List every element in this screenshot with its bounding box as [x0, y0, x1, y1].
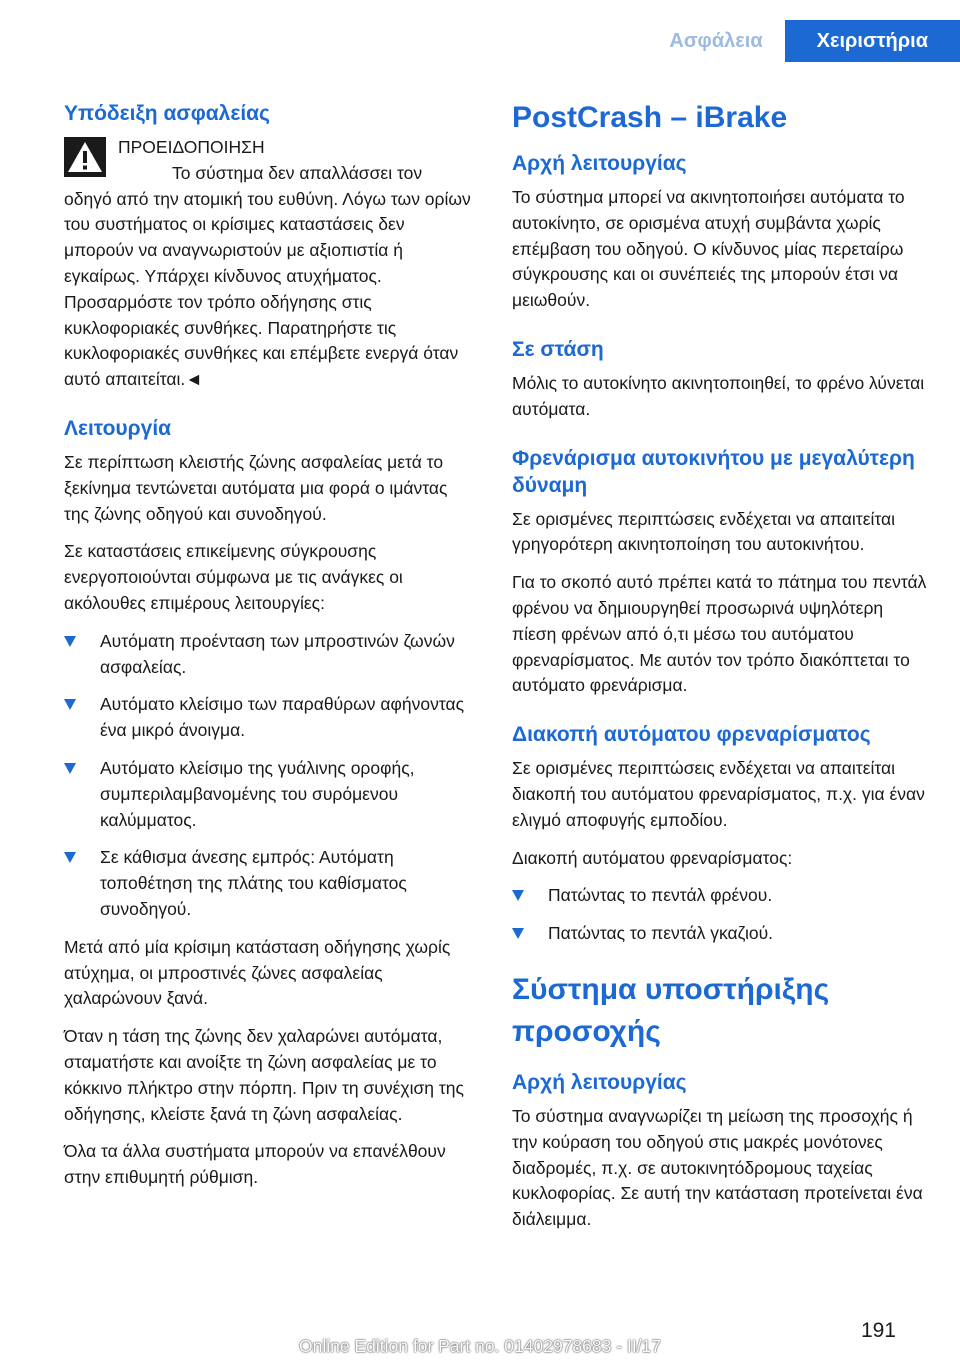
list-item: Πατώντας το πεντάλ φρένου.: [512, 883, 928, 909]
postcrash-title: PostCrash – iBrake: [512, 101, 788, 134]
right-column: [512, 100, 928, 1245]
interrupt-heading: Διακοπή αυτόματου φρεναρίσματος: [512, 723, 871, 747]
list-item: Αυτόματη προένταση των μπροστινών ζωνών ασφαλείας.: [64, 629, 474, 681]
standstill-text: Μόλις το αυτοκίνητο ακινητοποιηθεί, το φρένο λύνεται αυτόματα.: [512, 372, 925, 419]
attention-principle-heading: Αρχή λειτουργίας: [512, 1070, 687, 1094]
function-paragraph-5: Όλα τα άλλα συστήματα μπορούν να επανέλθουν στην επιθυμητή ρύθμιση.: [64, 1141, 446, 1188]
function-paragraph-2: Σε καταστάσεις επικείμενης σύγκρουσης ενεργοποιούνται σύμφωνα με τις ανάγκες οι ακόλουθες επιμέρους λειτουργίες:: [64, 541, 403, 613]
function-heading: Λειτουργία: [64, 416, 172, 440]
tab-safety[interactable]: Ασφάλεια: [647, 20, 784, 62]
attention-principle-text: Το σύστημα αναγνωρίζει τη μείωση της προσοχής ή την κούραση του οδηγού στις μακρές μονότονες διαδρομές, π.χ. σε αυτοκινητόδρομους ταχείας κυκλοφορίας. Σε αυτή την κατάσταση προτείνεται ένα διάλειμμα.: [512, 1105, 923, 1230]
braking-heading: Φρενάρισμα αυτοκινήτου με μεγαλύτερη δύναμη: [512, 446, 915, 497]
triangle-bullet-icon: [64, 636, 76, 647]
triangle-bullet-icon: [64, 699, 76, 710]
tab-controls[interactable]: Χειριστήρια: [785, 20, 960, 62]
warning-triangle-icon: [64, 137, 106, 177]
edition-footer: Online Edition for Part no. 01402978683 - II/17: [299, 1336, 661, 1356]
warning-text: Το σύστημα δεν απαλλάσσει τον οδηγό από την ατομική του ευθύνη. Λόγω των ορίων του συστήματος οι κρίσιμες καταστάσεις δεν μπορούν να αναγνωριστούν με αξιοπιστία ή εγκαίρως. Υπάρχει κίνδυνος ατυχήματος. Προσαρμόστε τον τρόπο οδήγησης στις κυκλοφοριακές συνθήκες. Παρατηρήστε τις κυκλοφοριακές συνθήκες και επέμβετε ενεργά όταν αυτό απαιτείται.◄: [64, 162, 471, 390]
page-number: 191: [860, 1319, 896, 1342]
interrupt-paragraph-2: Διακοπή αυτόματου φρεναρίσματος:: [512, 847, 793, 868]
list-item: Πατώντας το πεντάλ γκαζιού.: [512, 921, 928, 947]
function-paragraph-1: Σε περίπτωση κλειστής ζώνης ασφαλείας μετά το ξεκίνημα τεντώνεται αυτόματα μια φορά ο ιμάντας της ζώνης οδηγού και συνοδηγού.: [64, 451, 448, 524]
list-item: Σε κάθισμα άνεσης εμπρός: Αυτόματη τοποθέτηση της πλάτης του καθίσματος συνοδηγού.: [64, 845, 474, 922]
section-tabs: [647, 20, 960, 62]
safety-note-heading: Υπόδειξη ασφαλείας: [64, 102, 270, 125]
interrupt-list: [512, 883, 928, 947]
warning-block: [64, 135, 474, 393]
function-paragraph-4: Όταν η τάση της ζώνης δεν χαλαρώνει αυτόματα, σταματήστε και ανοίξτε τη ζώνη ασφαλείας με το κόκκινο πλήκτρο στην πόρπη. Πριν τη συνέχιση της οδήγησης, κλείστε ξανά τη ζώνη ασφαλείας.: [64, 1026, 464, 1124]
standstill-heading: Σε στάση: [512, 337, 604, 361]
triangle-bullet-icon: [512, 890, 524, 901]
triangle-bullet-icon: [512, 928, 524, 939]
braking-paragraph-1: Σε ορισμένες περιπτώσεις ενδέχεται να απαιτείται γρηγορότερη ακινητοποίηση του αυτοκινήτου.: [512, 508, 896, 555]
list-item: Αυτόματο κλείσιμο της γυάλινης οροφής, συμπεριλαμβανομένης του συρόμενου καλύμματος.: [64, 756, 474, 833]
function-paragraph-3: Μετά από μία κρίσιμη κατάσταση οδήγησης χωρίς ατύχημα, οι μπροστινές ζώνες ασφαλείας χαλαρώνουν ξανά.: [64, 936, 451, 1009]
braking-paragraph-2: Για το σκοπό αυτό πρέπει κατά το πάτημα του πεντάλ φρένου να δημιουργηθεί προσωρινά υψηλότερη πίεση φρένων από ό,τι μέσω του αυτόματου φρεναρίσματος. Με αυτόν τον τρόπο διακόπτεται το αυτόματο φρενάρισμα.: [512, 572, 927, 696]
triangle-bullet-icon: [64, 852, 76, 863]
left-column: [64, 100, 474, 1203]
list-item: Αυτόματο κλείσιμο των παραθύρων αφήνοντας ένα μικρό άνοιγμα.: [64, 692, 474, 744]
warning-label: ΠΡΟΕΙΔΟΠΟΙΗΣΗ: [118, 137, 265, 157]
attention-title: Σύστημα υποστήριξης προσοχής: [512, 972, 830, 1048]
postcrash-principle-text: Το σύστημα μπορεί να ακινητοποιήσει αυτόματα το αυτοκίνητο, σε ορισμένα ατυχή συμβάντα χωρίς επέμβαση του οδηγού. Ο κίνδυνος μίας περεταίρω σύγκρουσης και οι συνέπειές της μπορούν έτσι να μειωθούν.: [512, 187, 905, 311]
interrupt-paragraph-1: Σε ορισμένες περιπτώσεις ενδέχεται να απαιτείται διακοπή του αυτόματου φρεναρίσματος, π.χ. για έναν ελιγμό αποφυγής εμποδίου.: [512, 758, 925, 830]
function-list: [64, 629, 474, 923]
triangle-bullet-icon: [64, 763, 76, 774]
postcrash-principle-heading: Αρχή λειτουργίας: [512, 152, 687, 175]
